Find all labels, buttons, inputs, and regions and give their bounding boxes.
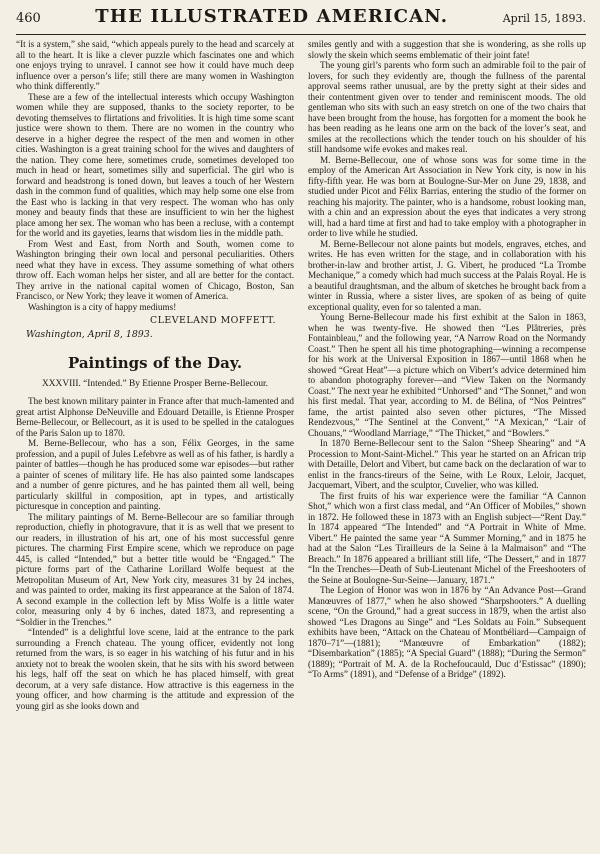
text-columns xyxy=(16,39,586,711)
article-paragraph: M. Berne-Bellecour, who has a son, Félix Georges, in the same profession, and a pupil of Jules Lefebvre as well as of his father, is hardly a painter of battles—though he has produced some war episodes—but rather a painter of scenes of military life. He has also painted some landscapes and a number of genre pictures, and he has painted them all well, being particularly skillful in composition, apt in types, and artistically picturesque in conception and painting. xyxy=(16,438,294,511)
left-paragraph: “It is a system,” she said, “which appeals purely to the head and scarcely at all to the heart. It is like a clever puzzle which fascinates one and which one enjoys trying to unravel. I cannot see how it could have much deep influence over a person’s life; still there are many women in Washington who think differently.” xyxy=(16,39,294,91)
right-column xyxy=(308,39,586,680)
right-paragraph: The young girl’s parents who form such an admirable foil to the pair of lovers, for such they evidently are, though the fullness of the parental approval seems rather unusual, are by the pretty sight at their sides and their contentment given over to tender and reminiscent moods. The old gentleman who sits with such an easy stretch on one of the two chairs that have been brought from the house, has forgotten for a moment the book he has been reading as he leans one arm on the back of the lover’s seat, and smiles at the recollections which the tender touch on his shoulder of his still handsome wife evokes and makes real. xyxy=(308,60,586,154)
dateline: Washington, April 8, 1893. xyxy=(26,329,153,340)
page-number: 460 xyxy=(16,11,41,26)
right-paragraph: The first fruits of his war experience were the familiar “A Cannon Shot,” which won a first class medal, and “An Officer of Mobiles,” shown in 1872. He followed these in 1873 with an English subject—“Rent Day.” In 1874 appeared “The Intended” and “A Portrait in White of Mme. Vibert.” He painted the same year “A Summer Morning,” and in 1875 he had at the Salon “Les Tirailleurs de la Seine à la Malmaison” and “The Breach.” In 1876 appeared a brilliant still life, “The Dessert,” and in 1877 “In the Trenches—Death of Sub-Lieutenant Michel of the Freeshooters of the Seine at Boulogne-Sur-Seine—January, 1871.” xyxy=(308,490,586,585)
article-title: XXXVIII. “Intended.” By Etienne Prosper Berne-Bellecour. xyxy=(42,379,268,389)
right-paragraph: M. Berne-Bellecour not alone paints but models, engraves, etches, and writes. He has even written for the stage, and in collaboration with his brother-in-law and brother artist, J. G. Vibert, he produced “La Trombe Mechanique,” a comedy which had much success at the Palais Royal. He is a beautiful draughtsman, and the album of sketches he brought back from a winter in Russia, where a sister lives, are spoken of as being of quite exceptional quality, even for so talented a man. xyxy=(308,238,586,312)
right-paragraph: In 1870 Berne-Bellecour sent to the Salon “Sheep Shearing” and “A Procession to Mont-Saint-Michel.” This year he started on an African trip with Detaille, Delort and Vibert, but came back on the declaration of war to enlist in the francs-tireurs of the Seine, with Le Roux, Leloir, Jacquet, Jacquemart, Vibert, and the sculptor, Cuvelier, who was killed. xyxy=(308,438,586,490)
article-paragraph: The military paintings of M. Berne-Bellecour are so familiar through reproduction, chiefly in photogravure, that it is as well that we present to our readers, in illustration of his art, one of his most successful genre pictures. The charming First Empire scene, which we reproduce on page 445, is called “Intended,” but a better title would be “Engaged.” The picture forms part of the Catharine Lorillard Wolfe bequest at the Metropolitan Museum of Art, New York city, measures 31 by 24 inches, and was painted to order, making its first appearance at the Salon of 1874. A second example in the collection left by Miss Wolfe is a little water color, measuring only 4 by 6 inches, dated 1873, and representing a “Soldier in the Trenches.” xyxy=(16,511,294,627)
article-paragraph: “Intended” is a delightful love scene, laid at the entrance to the park surrounding a French chateau. The young officer, evidently not long returned from the wars, is so eager in his watching of his futur and in his anxiety not to break the woolen skein, that he sits with his sword between his legs, half off the seat on which he has placed himself, with great decorum, at a very safe distance. How attractive is this eagerness in the young officer, and how charming is the attitude and expression of the young girl as she looks down and xyxy=(16,627,294,711)
author-signature: CLEVELAND MOFFETT. xyxy=(150,315,276,326)
issue-date: April 15, 1893. xyxy=(502,12,586,25)
section-title: Paintings of the Day. xyxy=(67,354,243,372)
article-paragraph: The best known military painter in France after that much-lamented and great artist Alphonse DeNeuville and Edouard Detaille, is Etienne Prosper Berne-Bellecour, or Bellecourt, as it is used to be spelled in the catalogues of the Paris Salon up to 1870. xyxy=(16,396,294,438)
left-column xyxy=(16,39,294,711)
left-paragraph: Washington is a city of happy mediums! xyxy=(28,301,177,312)
right-paragraph: smiles gently and with a suggestion that she is wondering, as she rolls up slowly the skein which seems emblematic of their joint fate! xyxy=(308,39,586,60)
left-paragraph: From West and East, from North and South, women come to Washington bringing their own local and personal peculiarities. Others need what they have in excess. They assume something of what others throw off. Each woman helps her sister, and all are better for the contact. They arrive in the national capital women of Chicago, Boston, San Francisco, or New York; they leave it women of America. xyxy=(16,238,294,301)
right-paragraph: The Legion of Honor was won in 1876 by “An Advance Post—Grand Manœuvres of 1877,” when he also showed “Sharpshooters.” A duelling scene, “On the Ground,” had a great success in 1879, when the artist also showed “Les Dragons au Singe” and “Les Soldats au Foin.” Subsequent exhibits have been, “Attack on the Chateau of Montbéliard—Campaign of 1870–71”—(1881); “Manœuvre of Embarkation” (1882); “Disembarkation” (1885); “A Special Guard” (1888); “During the Sermon” (1889); “Portrait of M. A. de la Rochefoucauld, Duc d’Estissac” (1890); “To Arms” (1891), and “Defense of a Bridge” (1892). xyxy=(308,585,586,679)
left-paragraph: These are a few of the intellectual interests which occupy Washington women while they are supposed, thanks to the society reporter, to be devoting themselves to flirtations and frivolities. It is high time some scant justice were shown to them. There are no women in the country who deserve in a higher degree the respect of the men and women in other cities. Washington is a great training school for the wives and daughters of the nation. They come here, sometimes crude, sometimes developed too much in head or heart, sometimes silly and superficial. The girl who is forward and headstrong is toned down, but leaves a touch of her Western dash in the common fund of qualities, which may help some one else from the East who is lacking in that very respect. The woman who has only money and beauty finds that these are insufficient to win her the highest place among her sex. The woman who has been a recluse, with a contempt for the world and its gayeties, learns that wisdom lies in the middle path. xyxy=(16,91,294,238)
right-paragraph: M. Berne-Bellecour, one of whose sons was for some time in the employ of the American Art Association in New York city, is now in his fifty-fifth year. He was born at Boulogne-Sur-Mer on June 29, 1838, and studied under Picot and Félix Barrias, entering the studio of the former on reaching his majority. The painter, who is a handsome, robust looking man, with a chin and an expression about the eyes that indicates a very strong will, had a hard time at first and had to take employ with a photographer in order to live while he studied. xyxy=(308,154,586,238)
page-header xyxy=(16,6,586,35)
right-paragraph: Young Berne-Bellecour made his first exhibit at the Salon in 1863, when he was twenty-five. He showed then “Les Plâtreries, près Fontainbleau,” and the following year, “A Narrow Road on the Normandy Coast.” Then he spent all his time photographing—winning a recompense for his work at the Universal Exposition in 1867—until 1868 when he showed “Great Heat”—a picture which on Vibert’s advice determined him to abandon photography forever—and “View Taken on the Normandy Coast.” The next year he exhibited “Unhorsed” and “The Sonnet,” and won his first medal. That year, according to M. de Bélina, of “Nos Peintres” fame, the artist painted also seven other pictures, “The Missed Rendezvous,” “The Sentinel at the Convent,” “A Mexican,” “Lair of Chouans,” “Woodland Marriage,” “The Thicket,” and “Bowlers.” xyxy=(308,312,586,438)
journal-title: THE ILLUSTRATED AMERICAN. xyxy=(95,6,449,27)
